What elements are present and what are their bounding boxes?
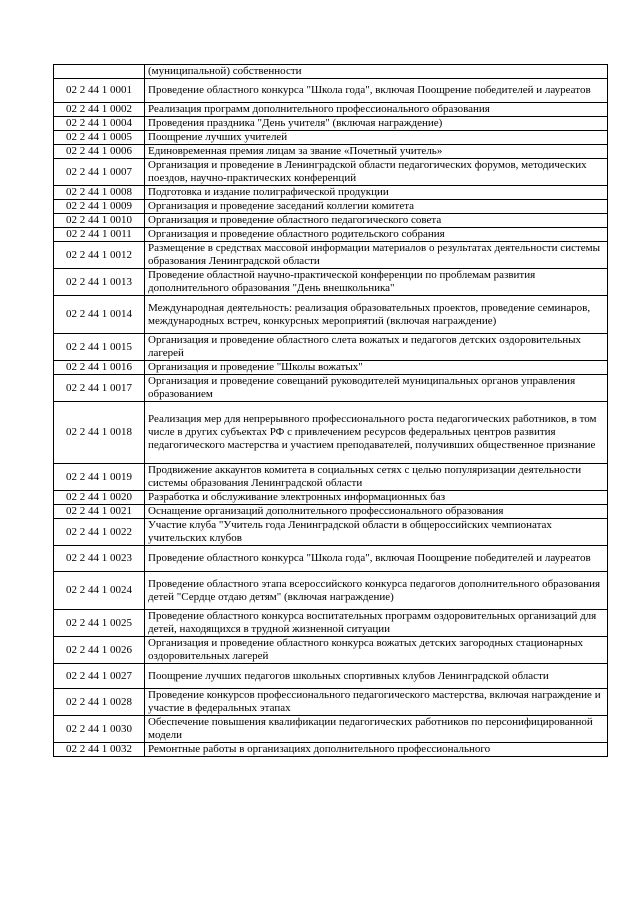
row-description: Проведение областной научно-практической конференции по проблемам развития дополнительного образования "День внешкольника" — [145, 269, 608, 296]
row-code: 02 2 44 1 0011 — [54, 228, 145, 242]
budget-codes-table — [53, 64, 608, 757]
table-row — [54, 664, 608, 689]
row-description: Организация и проведение совещаний руководителей муниципальных органов управления образованием — [145, 375, 608, 402]
row-description: Организация и проведение в Ленинградской области педагогических форумов, методических поездов, научно-практических конференций — [145, 159, 608, 186]
row-code: 02 2 44 1 0019 — [54, 464, 145, 491]
table-row — [54, 402, 608, 464]
row-code: 02 2 44 1 0024 — [54, 572, 145, 610]
row-description: Продвижение аккаунтов комитета в социальных сетях с целью популяризации деятельности системы образования Ленинградской области — [145, 464, 608, 491]
row-description: Организация и проведение областного педагогического совета — [145, 214, 608, 228]
row-description: (муниципальной) собственности — [145, 65, 608, 79]
row-code: 02 2 44 1 0030 — [54, 716, 145, 743]
row-code: 02 2 44 1 0015 — [54, 334, 145, 361]
row-code: 02 2 44 1 0026 — [54, 637, 145, 664]
row-code: 02 2 44 1 0025 — [54, 610, 145, 637]
table-row — [54, 519, 608, 546]
row-description: Проведение областного конкурса "Школа года", включая Поощрение победителей и лауреатов — [145, 546, 608, 572]
table-row — [54, 214, 608, 228]
table-row — [54, 491, 608, 505]
row-code: 02 2 44 1 0018 — [54, 402, 145, 464]
row-description: Проведение областного этапа всероссийского конкурса педагогов дополнительного образования детей "Сердце отдаю детям" (включая награждение) — [145, 572, 608, 610]
row-description: Участие клуба "Учитель года Ленинградской области в общероссийских чемпионатах учительских клубов — [145, 519, 608, 546]
table-row — [54, 145, 608, 159]
table-row — [54, 159, 608, 186]
row-code: 02 2 44 1 0021 — [54, 505, 145, 519]
table-body — [54, 65, 608, 757]
row-code: 02 2 44 1 0005 — [54, 131, 145, 145]
row-description: Поощрение лучших учителей — [145, 131, 608, 145]
row-code: 02 2 44 1 0020 — [54, 491, 145, 505]
table-row — [54, 375, 608, 402]
row-description: Проведение областного конкурса "Школа года", включая Поощрение победителей и лауреатов — [145, 79, 608, 103]
row-code: 02 2 44 1 0017 — [54, 375, 145, 402]
row-description: Проведение конкурсов профессионального педагогического мастерства, включая награждение и участие в федеральных этапах — [145, 689, 608, 716]
table-row — [54, 186, 608, 200]
row-code: 02 2 44 1 0016 — [54, 361, 145, 375]
row-description: Реализация программ дополнительного профессионального образования — [145, 103, 608, 117]
row-code: 02 2 44 1 0022 — [54, 519, 145, 546]
row-description: Подготовка и издание полиграфической продукции — [145, 186, 608, 200]
row-code: 02 2 44 1 0027 — [54, 664, 145, 689]
table-row — [54, 117, 608, 131]
row-description: Ремонтные работы в организациях дополнительного профессионального — [145, 743, 608, 757]
row-description: Организация и проведение заседаний коллегии комитета — [145, 200, 608, 214]
row-code: 02 2 44 1 0002 — [54, 103, 145, 117]
row-code: 02 2 44 1 0006 — [54, 145, 145, 159]
table-row — [54, 505, 608, 519]
table-row — [54, 689, 608, 716]
table-row — [54, 637, 608, 664]
table-row — [54, 269, 608, 296]
table-row — [54, 65, 608, 79]
row-code — [54, 65, 145, 79]
table-row — [54, 103, 608, 117]
row-description: Международная деятельность: реализация образовательных проектов, проведение семинаров, международных встреч, конкурсных мероприятий (включая награждение) — [145, 296, 608, 334]
table-row — [54, 610, 608, 637]
table-row — [54, 743, 608, 757]
row-description: Оснащение организаций дополнительного профессионального образования — [145, 505, 608, 519]
table-row — [54, 131, 608, 145]
row-description: Проведение областного конкурса воспитательных программ оздоровительных организаций для детей, находящихся в трудной жизненной ситуации — [145, 610, 608, 637]
row-code: 02 2 44 1 0007 — [54, 159, 145, 186]
row-description: Организация и проведение областного родительского собрания — [145, 228, 608, 242]
row-description: Проведения праздника "День учителя" (включая награждение) — [145, 117, 608, 131]
row-description: Единовременная премия лицам за звание «Почетный учитель» — [145, 145, 608, 159]
table-row — [54, 200, 608, 214]
row-code: 02 2 44 1 0023 — [54, 546, 145, 572]
table-row — [54, 361, 608, 375]
row-description: Организация и проведение областного конкурса вожатых детских загородных стационарных оздоровительных лагерей — [145, 637, 608, 664]
table-row — [54, 334, 608, 361]
row-code: 02 2 44 1 0012 — [54, 242, 145, 269]
row-code: 02 2 44 1 0009 — [54, 200, 145, 214]
row-description: Поощрение лучших педагогов школьных спортивных клубов Ленинградской области — [145, 664, 608, 689]
row-code: 02 2 44 1 0010 — [54, 214, 145, 228]
table-row — [54, 296, 608, 334]
row-code: 02 2 44 1 0028 — [54, 689, 145, 716]
row-description: Организация и проведение "Школы вожатых" — [145, 361, 608, 375]
row-description: Организация и проведение областного слета вожатых и педагогов детских оздоровительных лагерей — [145, 334, 608, 361]
row-description: Реализация мер для непрерывного профессионального роста педагогических работников, в том числе в других субъектах РФ с привлечением ресурсов федеральных центров развития педагогического мастерства и участием преподавателей, получивших общественное признание — [145, 402, 608, 464]
table-row — [54, 228, 608, 242]
row-code: 02 2 44 1 0032 — [54, 743, 145, 757]
row-code: 02 2 44 1 0014 — [54, 296, 145, 334]
row-description: Разработка и обслуживание электронных информационных баз — [145, 491, 608, 505]
table-row — [54, 572, 608, 610]
row-code: 02 2 44 1 0008 — [54, 186, 145, 200]
row-description: Обеспечение повышения квалификации педагогических работников по персонифицированной модели — [145, 716, 608, 743]
row-code: 02 2 44 1 0001 — [54, 79, 145, 103]
table-row — [54, 546, 608, 572]
table-row — [54, 79, 608, 103]
row-code: 02 2 44 1 0013 — [54, 269, 145, 296]
row-code: 02 2 44 1 0004 — [54, 117, 145, 131]
table-row — [54, 464, 608, 491]
row-description: Размещение в средствах массовой информации материалов о результатах деятельности системы образования Ленинградской области — [145, 242, 608, 269]
table-row — [54, 242, 608, 269]
table-row — [54, 716, 608, 743]
